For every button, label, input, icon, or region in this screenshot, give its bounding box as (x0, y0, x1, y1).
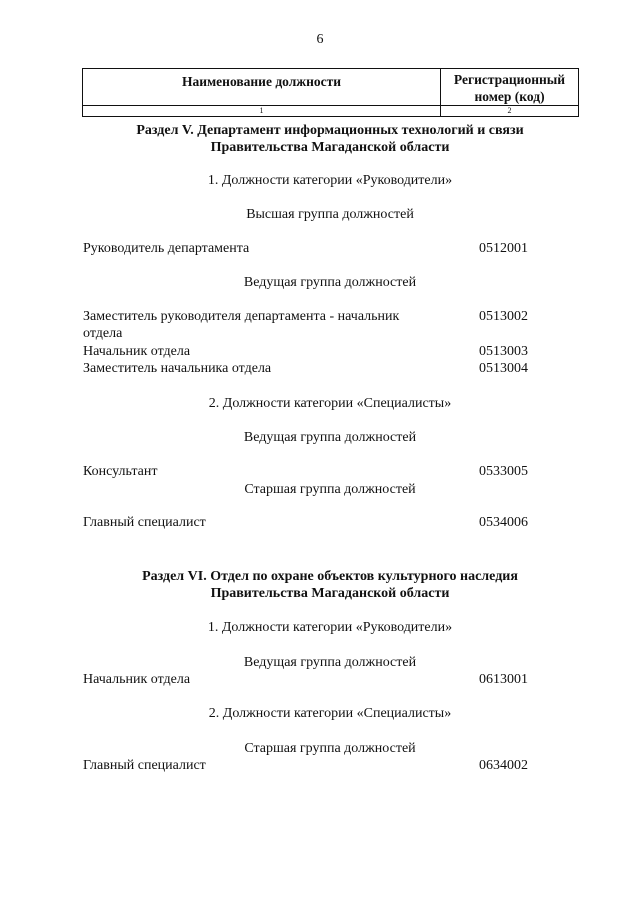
column-header-code-line2: номер (код) (474, 89, 545, 104)
position-head-of-department: Руководитель департамента (83, 241, 250, 256)
section-6-title-line1: Раздел VI. Отдел по охране объектов культурного наследия (142, 569, 518, 584)
position-head-of-unit: Начальник отдела (83, 344, 191, 359)
column-number-1: 1 (83, 106, 441, 117)
code-0513004: 0513004 (479, 361, 528, 376)
column-header-table (82, 68, 579, 117)
position-deputy-head-line2: отдела (83, 326, 123, 341)
code-0512001: 0512001 (479, 241, 528, 256)
position-chief-specialist-s6: Главный специалист (83, 758, 206, 773)
section-5-group-leading: Ведущая группа должностей (243, 275, 417, 290)
section-5-group-leading-specialists: Ведущая группа должностей (243, 430, 417, 445)
column-header-registration-code (441, 69, 579, 106)
section-5-group-senior: Старшая группа должностей (244, 482, 416, 497)
code-0533005: 0533005 (479, 464, 528, 479)
section-6-group-leading: Ведущая группа должностей (243, 655, 417, 670)
section-5-category-specialists: 2. Должности категории «Специалисты» (208, 396, 452, 411)
position-head-of-unit-s6: Начальник отдела (83, 672, 191, 687)
section-5-category-managers: 1. Должности категории «Руководители» (207, 173, 453, 188)
column-header-position-name: Наименование должности (83, 69, 441, 106)
position-consultant: Консультант (83, 464, 158, 479)
column-header-code-line1: Регистрационный (453, 72, 566, 87)
section-5-title-line1: Раздел V. Департамент информационных технологий и связи (136, 123, 524, 138)
code-0613001: 0613001 (479, 672, 528, 687)
code-0513003: 0513003 (479, 344, 528, 359)
column-number-2: 2 (441, 106, 579, 117)
position-deputy-head-of-unit: Заместитель начальника отдела (83, 361, 272, 376)
section-6-category-managers: 1. Должности категории «Руководители» (207, 620, 453, 635)
code-0513002: 0513002 (479, 309, 528, 324)
section-6-group-senior: Старшая группа должностей (244, 741, 416, 756)
code-0634002: 0634002 (479, 758, 528, 773)
section-5-group-highest: Высшая группа должностей (246, 207, 414, 222)
page-number: 6 (316, 32, 324, 47)
section-5-title-line2: Правительства Магаданской области (210, 140, 450, 155)
position-chief-specialist: Главный специалист (83, 515, 206, 530)
section-6-category-specialists: 2. Должности категории «Специалисты» (208, 706, 452, 721)
section-6-title-line2: Правительства Магаданской области (210, 586, 450, 601)
position-deputy-head-line1: Заместитель руководителя департамента - начальник (83, 309, 400, 324)
code-0534006: 0534006 (479, 515, 528, 530)
